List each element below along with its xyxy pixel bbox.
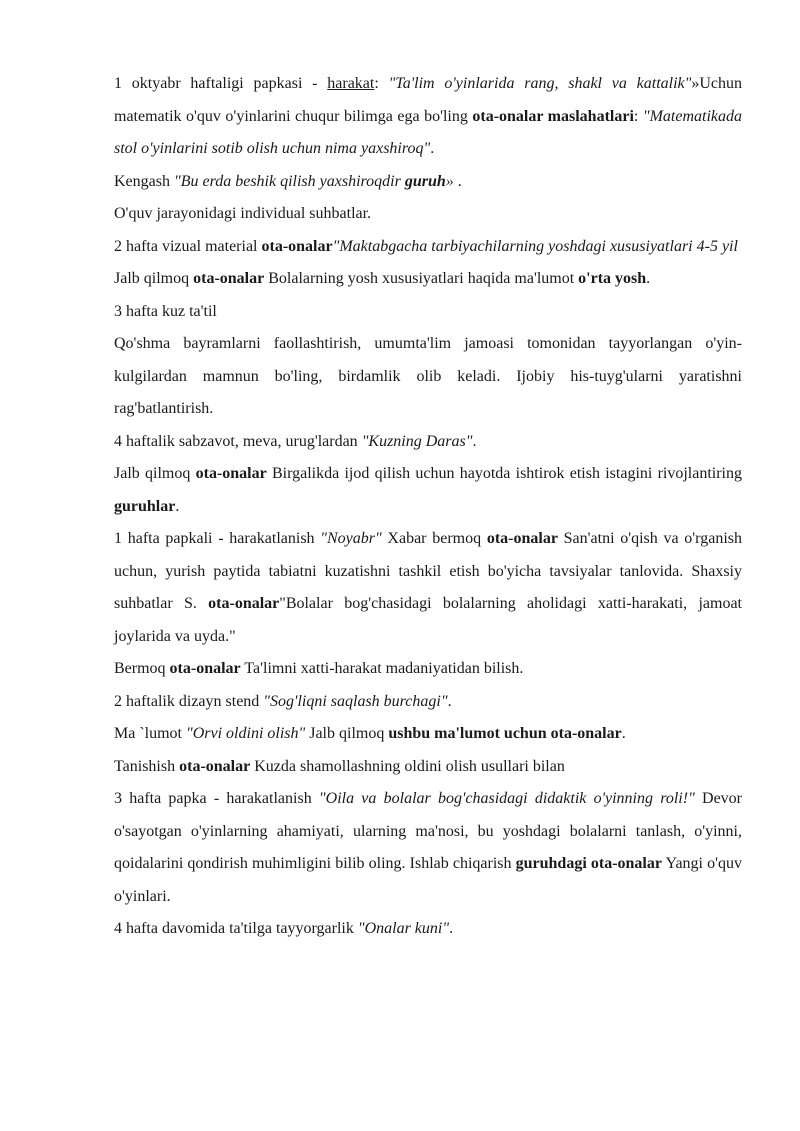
text-run: Tanishish [114, 757, 180, 775]
text-run: Ta'limni xatti-harakat madaniyatidan bilish. [240, 660, 524, 677]
text-run: "Ta'lim o'yinlarida rang, shakl va kattalik" [388, 75, 692, 92]
paragraph [114, 653, 742, 686]
paragraph [114, 296, 742, 329]
paragraph [114, 263, 742, 296]
text-run: . [621, 725, 626, 742]
text-run: ota-onalar [193, 270, 265, 287]
text-run: 2 hafta vizual material [114, 237, 262, 255]
text-run: : [374, 75, 389, 92]
paragraph [114, 328, 742, 426]
text-run: ota-onalar maslahatlari [472, 107, 634, 125]
text-run: "Bu erda beshik qilish yaxshiroqdir [173, 172, 405, 190]
text-run: . [449, 920, 454, 937]
text-run: Kengash [114, 172, 174, 190]
text-run: guruhdagi ota-onalar [515, 855, 662, 872]
text-run: Xabar bermoq [381, 530, 487, 547]
text-run: Jalb qilmoq [305, 725, 389, 742]
text-run: guruh [404, 172, 446, 190]
paragraph [114, 231, 742, 264]
text-run: Yangi o'quv o'yinlari. [114, 855, 742, 905]
text-run: 4 hafta davomida ta'tilga tayyorgarlik [114, 920, 358, 937]
text-run: Bermoq [114, 660, 170, 677]
text-run: "Onalar kuni" [357, 920, 450, 937]
text-run: ota-onalar [195, 465, 267, 482]
text-run: 1 oktyabr haftaligi papkasi - [114, 75, 328, 92]
text-run: ushbu ma'lumot uchun ota-onalar [388, 725, 622, 742]
paragraph [114, 426, 742, 459]
text-run: 1 hafta papkali - harakatlanish [114, 530, 321, 547]
paragraph [114, 913, 742, 946]
text-run: Qo'shma bayramlarni faollashtirish, umumta'lim jamoasi tomonidan tayyorlangan o'yin-kulgilardan mamnun bo'ling, birdamlik olib keladi. Ijobiy his-tuyg'ularni yaratishni rag'batlantirish. [114, 335, 742, 417]
text-run: ota-onalar [486, 530, 558, 547]
text-run: . [453, 172, 462, 190]
text-run: ota-onalar [208, 595, 280, 612]
text-run: . [646, 270, 651, 287]
text-run: » [445, 172, 454, 190]
text-run: "Maktabgacha tarbiyachilarning yoshdagi xususiyatlari 4-5 yil [332, 237, 738, 255]
text-run: Bolalarning yosh xususiyatlari haqida ma'lumot [264, 270, 579, 287]
text-run: Jalb qilmoq [114, 465, 196, 482]
text-run: San'atni o'qish va o'rganish uchun, yurish paytida tabiatni kuzatishni tashkil etish bo'yicha tavsiyalar tanlovida. Shaxsiy suhbatlar S. [114, 530, 742, 612]
text-run: Kuzda shamollashning oldini olish usullari bilan [250, 757, 565, 775]
text-run: "Kuzning Daras" [361, 432, 473, 450]
paragraph [114, 166, 742, 199]
text-run: guruhlar [114, 497, 176, 515]
text-run: o'rta yosh [578, 270, 647, 287]
paragraph [114, 751, 742, 784]
text-run: "Sog'liqni saqlash burchagi" [263, 692, 448, 710]
paragraph [114, 198, 742, 231]
text-run: ota-onalar [179, 757, 251, 775]
text-run: "Matematikada stol o'yinlarini sotib olish uchun nima yaxshiroq" [114, 107, 743, 157]
text-run: : [633, 107, 643, 125]
paragraph [114, 523, 742, 653]
text-run: ota-onalar [261, 237, 333, 255]
text-run: O'quv jarayonidagi individual suhbatlar. [114, 205, 372, 222]
text-run: harakat [327, 75, 375, 92]
text-run: ota-onalar [169, 660, 241, 677]
text-run: Ma `lumot [114, 725, 186, 742]
text-run: . [447, 692, 452, 710]
text-run: "Noyabr" [320, 530, 382, 547]
text-run: 3 hafta kuz ta'til [114, 302, 217, 320]
text-run: Devor o'sayotgan o'yinlarning ahamiyati, ularning ma'nosi, bu yoshdagi bolalarni tanlash, o'yinni, qoidalarini qondirish muhimligini bilib oling. Ishlab chiqarish [114, 790, 743, 872]
text-run: Jalb qilmoq [114, 270, 194, 287]
paragraph [114, 458, 742, 523]
paragraph [114, 68, 742, 166]
text-run: 2 haftalik dizayn stend [114, 692, 264, 710]
text-run: "Bolalar bog'chasidagi bolalarning aholidagi xatti-harakati, jamoat joylarida va uyda." [114, 595, 742, 645]
text-run: "Orvi oldini olish" [186, 725, 306, 742]
paragraph [114, 718, 742, 751]
text-run: »Uchun matematik o'quv o'yinlarini chuqur bilimga ega bo'ling [114, 75, 743, 125]
text-run: . [472, 432, 477, 450]
text-run: Birgalikda ijod qilish uchun hayotda ishtirok etish istagini rivojlantiring [266, 465, 743, 482]
text-run: 4 haftalik sabzavot, meva, urug'lardan [114, 432, 362, 450]
text-run: "Oila va bolalar bog'chasidagi didaktik o'yinning roli!" [318, 790, 695, 807]
text-run: 3 hafta papka - harakatlanish [114, 790, 319, 807]
text-run: . [430, 140, 435, 157]
paragraph [114, 686, 742, 719]
text-run: . [175, 497, 180, 515]
paragraph [114, 783, 742, 913]
document-page [114, 68, 742, 946]
